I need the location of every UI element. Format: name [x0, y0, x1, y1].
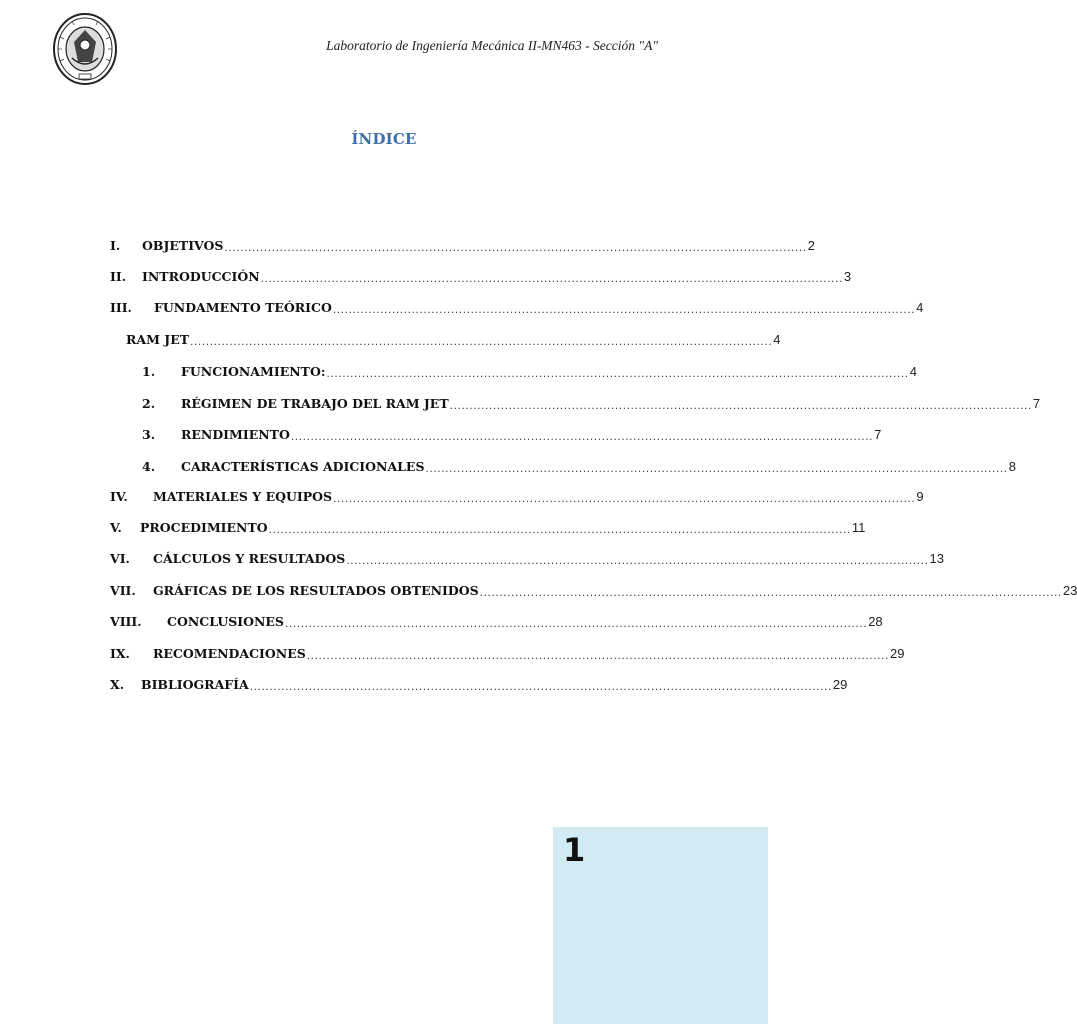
page-number-box [553, 827, 768, 1024]
toc-number: X. [110, 677, 125, 692]
toc-leader-dots: .................................................................................................................................................... [268, 522, 851, 536]
toc-leader-dots: .................................................................................................................................................... [224, 240, 807, 254]
toc-number: III. [110, 300, 132, 315]
toc-leader-dots: .................................................................................................................................................... [425, 461, 1008, 475]
toc-page-number: 8 [1008, 459, 1016, 474]
toc-entry-fundamento-teorico[interactable] [110, 298, 924, 318]
page-title: ÍNDICE [351, 130, 417, 148]
toc-label: CÁLCULOS Y RESULTADOS [153, 551, 346, 566]
toc-label: CONCLUSIONES [167, 614, 284, 629]
toc-page-number: 9 [916, 489, 924, 504]
page-number: 1 [563, 831, 586, 869]
toc-number: VII. [110, 583, 136, 598]
toc-page-number: 11 [851, 520, 866, 535]
toc-leader-dots: .................................................................................................................................................... [284, 616, 868, 630]
toc-label: RÉGIMEN DE TRABAJO DEL RAM JET [181, 396, 449, 411]
toc-page-number: 4 [916, 300, 924, 315]
toc-page-number: 4 [773, 332, 781, 347]
toc-label: RENDIMIENTO [181, 427, 290, 442]
toc-entry-rendimiento[interactable] [142, 425, 882, 445]
toc-page-number: 3 [843, 269, 852, 284]
toc-leader-dots: .................................................................................................................................................... [190, 334, 773, 348]
toc-number: I. [110, 238, 121, 253]
toc-number: VIII. [110, 614, 142, 629]
toc-label: PROCEDIMIENTO [140, 520, 268, 535]
toc-entry-funcionamiento[interactable] [142, 362, 917, 382]
toc-label: OBJETIVOS [142, 238, 224, 253]
toc-leader-dots: .................................................................................................................................................... [326, 366, 909, 380]
toc-entry-materiales-y-equipos[interactable] [110, 487, 924, 507]
toc-page-number: 4 [909, 364, 917, 379]
toc-label: GRÁFICAS DE LOS RESULTADOS OBTENIDOS [153, 583, 479, 598]
toc-label: FUNDAMENTO TEÓRICO [154, 300, 332, 315]
toc-leader-dots: .................................................................................................................................................... [479, 585, 1062, 599]
toc-entry-bibliografia[interactable] [110, 675, 848, 695]
toc-entry-regimen-de-trabajo[interactable] [142, 394, 1041, 414]
toc-page-number: 23 [1062, 583, 1077, 598]
toc-entry-procedimiento[interactable] [110, 518, 866, 538]
toc-number: V. [110, 520, 122, 535]
toc-entry-calculos-y-resultados[interactable] [110, 549, 945, 569]
toc-number: VI. [110, 551, 130, 566]
toc-leader-dots: .................................................................................................................................................... [346, 553, 929, 567]
toc-number: 2. [142, 396, 156, 411]
toc-page-number: 2 [807, 238, 815, 253]
toc-number: 3. [142, 427, 156, 442]
toc-entry-graficas[interactable] [110, 581, 1077, 601]
toc-entry-objetivos[interactable] [110, 236, 815, 256]
toc-entry-caracteristicas-adicionales[interactable] [142, 457, 1016, 477]
toc-page-number: 29 [832, 677, 848, 692]
university-seal-icon [52, 12, 118, 86]
toc-page-number: 13 [929, 551, 945, 566]
toc-label: FUNCIONAMIENTO: [181, 364, 326, 379]
toc-label: MATERIALES Y EQUIPOS [153, 489, 333, 504]
toc-leader-dots: .................................................................................................................................................... [449, 398, 1032, 412]
toc-page-number: 29 [889, 646, 905, 661]
toc-page-number: 7 [874, 427, 882, 442]
toc-entry-conclusiones[interactable] [110, 612, 883, 632]
toc-entry-ram-jet[interactable] [126, 330, 781, 350]
toc-page-number: 7 [1032, 396, 1041, 411]
toc-entry-introduccion[interactable] [110, 267, 852, 287]
toc-leader-dots: .................................................................................................................................................... [249, 679, 832, 693]
toc-number: IV. [110, 489, 128, 504]
toc-label: RAM JET [126, 332, 190, 347]
toc-leader-dots: .................................................................................................................................................... [332, 302, 916, 316]
toc-number: IX. [110, 646, 130, 661]
toc-leader-dots: .................................................................................................................................................... [260, 271, 843, 285]
toc-leader-dots: .................................................................................................................................................... [290, 429, 874, 443]
toc-label: RECOMENDACIONES [153, 646, 306, 661]
document-header: Laboratorio de Ingeniería Mecánica II-MN463 - Sección "A" [326, 38, 658, 53]
toc-entry-recomendaciones[interactable] [110, 644, 905, 664]
toc-label: BIBLIOGRAFÍA [141, 677, 249, 692]
toc-leader-dots: .................................................................................................................................................... [306, 648, 889, 662]
toc-number: 4. [142, 459, 156, 474]
toc-leader-dots: .................................................................................................................................................... [333, 491, 916, 505]
toc-number: 1. [142, 364, 156, 379]
toc-page-number: 28 [868, 614, 883, 629]
toc-label: CARACTERÍSTICAS ADICIONALES [181, 459, 425, 474]
toc-label: INTRODUCCIÓN [142, 269, 260, 284]
toc-number: II. [110, 269, 127, 284]
